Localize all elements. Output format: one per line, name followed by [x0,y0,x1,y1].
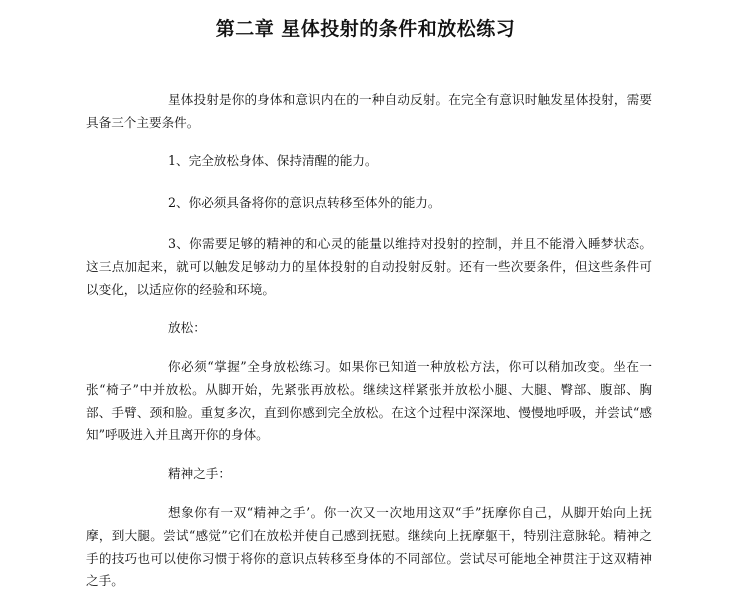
paragraph-condition-2: 2、你必须具备将你的意识点转移至体外的能力。 [168,195,441,210]
section-heading-mind-hands: 精神之手： [168,466,231,481]
paragraph-mind-hands: 想象你有一双“精神之手’。你一次又一次地用这双“手”抚摩你自己，从脚开始向上抚摩，到大腿。尝试“感觉”它们在放松并使自己感到抚慰。继续向上抚摩躯干，特别注意脉轮。精神之手的技巧也可以使你习惯于将你的意识点转移至身体的不同部位。尝试尽可能地全神贯注于这双精神之手。 [86,505,652,589]
paragraph-relaxation: 你必须“掌握”全身放松练习。如果你已知道一种放松方法，你可以稍加改变。坐在一张“椅子”中并放松。从脚开始，先紧张再放松。继续这样紧张并放松小腿、大腿、臀部、腹部、胸部、手臂、颈和脸。重复多次，直到你感到完全放松。在这个过程中深深地、慢慢地呼吸，并尝试“感知”呼吸进入并且离开你的身体。 [86,359,652,443]
paragraph-intro: 星体投射是你的身体和意识内在的一种自动反射。在完全有意识时触发星体投射，需要具备三个主要条件。 [86,92,652,130]
section-heading-relaxation: 放松： [168,320,206,335]
paragraph-condition-1: 1、完全放松身体、保持清醒的能力。 [168,153,378,168]
paragraph-condition-3: 3、你需要足够的精神的和心灵的能量以维持对投射的控制，并且不能滑入睡梦状态。这三点加起来，就可以触发足够动力的星体投射的自动投射反射。还有一些次要条件，但这些条件可以变化，以适应你的经验和环境。 [86,236,652,297]
chapter-title: 第二章 星体投射的条件和放松练习 [215,18,516,40]
